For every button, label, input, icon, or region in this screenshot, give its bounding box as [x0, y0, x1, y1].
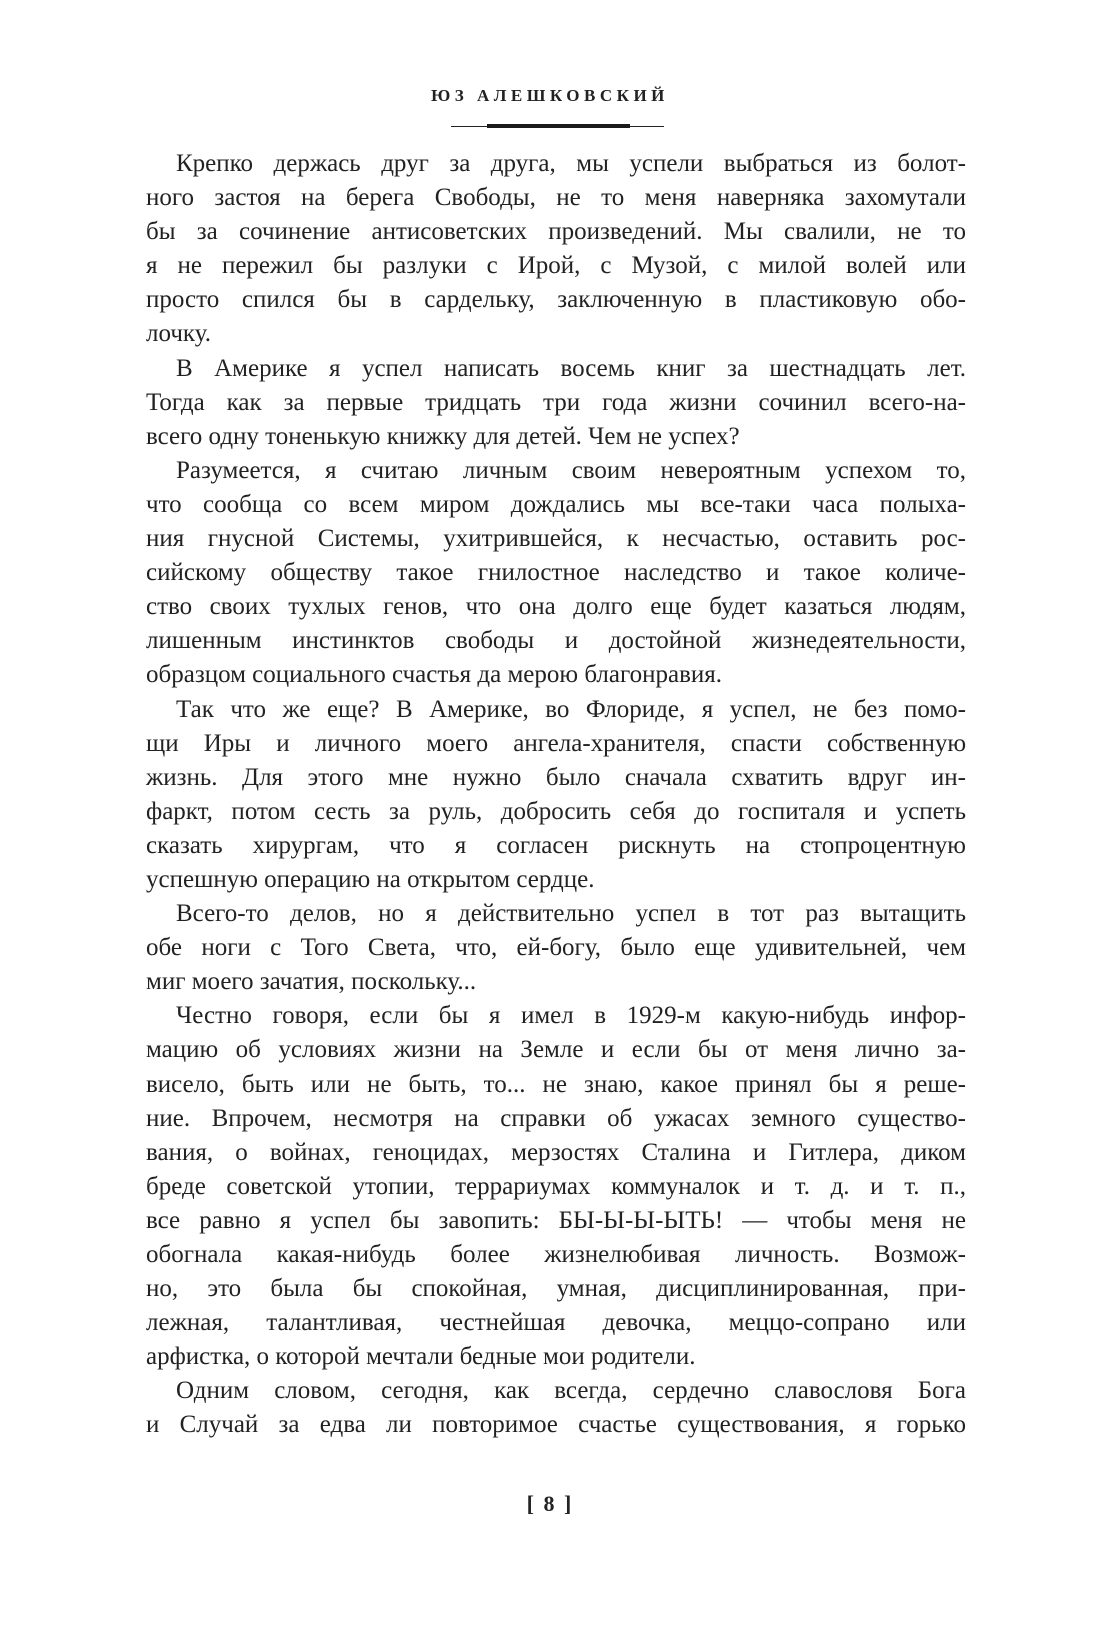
text-line: успешную операцию на открытом сердце. — [146, 865, 595, 893]
text-line: я не пережил бы разлуки с Ирой, с Музой, с милой волей или — [146, 252, 966, 280]
text-line: фаркт, потом сесть за руль, добросить себя до госпиталя и успеть — [146, 797, 966, 825]
text-line: но, это была бы спокойная, умная, дисциплинированная, при- — [146, 1275, 966, 1303]
text-line: ного застоя на берега Свободы, не то меня наверняка захомутали — [146, 184, 966, 212]
text-line: Всего-то делов, но я действительно успел в тот раз вытащить — [176, 900, 966, 928]
text-line: Честно говоря, если бы я имел в 1929-м какую-нибудь инфор- — [176, 1002, 966, 1030]
page-number: [ 8 ] — [526, 1491, 574, 1516]
text-line: миг моего зачатия, поскольку... — [146, 968, 477, 996]
text-line: бреде советской утопии, террариумах коммуналок и т. д. и т. п., — [146, 1172, 966, 1200]
running-head-author: ЮЗ АЛЕШКОВСКИЙ — [431, 86, 669, 105]
text-line: В Америке я успел написать восемь книг за шестнадцать лет. — [176, 354, 966, 382]
text-line: щи Иры и личного моего ангела-хранителя, спасти собственную — [146, 729, 966, 757]
text-line: Так что же еще? В Америке, во Флориде, я успел, не без помо- — [176, 695, 966, 723]
text-line: обе ноги с Того Света, что, ей-богу, было еще удивительней, чем — [146, 934, 966, 962]
text-line: бы за сочинение антисоветских произведений. Мы свалили, не то — [146, 218, 966, 246]
text-line: лежная, талантливая, честнейшая девочка, меццо-сопрано или — [146, 1309, 966, 1337]
text-line: Тогда как за первые тридцать три года жизни сочинил всего-на- — [146, 388, 966, 416]
text-line: вания, о войнах, геноцидах, мерзостях Сталина и Гитлера, диком — [146, 1138, 966, 1166]
text-line: сказать хирургам, что я согласен рискнуть на стопроцентную — [146, 831, 966, 859]
header-rule-thick — [487, 124, 630, 128]
text-line: ние. Впрочем, несмотря на справки об ужасах земного существо- — [146, 1104, 966, 1132]
text-line: что сообща со всем миром дождались мы все-таки часа полыха- — [146, 490, 966, 518]
text-line: лочку. — [146, 320, 211, 348]
text-line: лишенным инстинктов свободы и достойной жизнедеятельности, — [146, 627, 966, 655]
text-line: сийскому обществу такое гнилостное наследство и такое количе- — [146, 559, 966, 587]
text-line: мацию об условиях жизни на Земле и если бы от меня лично за- — [146, 1036, 966, 1064]
text-line: Разумеется, я считаю личным своим невероятным успехом то, — [176, 456, 966, 484]
text-line: ния гнусной Системы, ухитрившейся, к несчастью, оставить рос- — [146, 525, 966, 553]
text-line: Одним словом, сегодня, как всегда, сердечно славословя Бога — [176, 1377, 966, 1405]
text-line: висело, быть или не быть, то... не знаю, какое принял бы я реше- — [146, 1070, 966, 1098]
header-rule-divider — [451, 126, 664, 127]
text-line: арфистка, о которой мечтали бедные мои родители. — [146, 1343, 696, 1371]
text-line: обогнала какая-нибудь более жизнелюбивая личность. Возмож- — [146, 1241, 966, 1268]
text-line: все равно я успел бы завопить: БЫ-Ы-Ы-ЫТЬ! — чтобы меня не — [146, 1206, 966, 1234]
text-line: ство своих тухлых генов, что она долго еще будет казаться людям, — [146, 593, 966, 621]
text-line: жизнь. Для этого мне нужно было сначала схватить вдруг ин- — [146, 763, 966, 791]
text-line: образцом социального счастья да мерою благонравия. — [146, 661, 723, 689]
text-line: всего одну тоненькую книжку для детей. Чем не успех? — [146, 422, 740, 450]
body-text — [146, 147, 966, 1443]
text-line: Крепко держась друг за друга, мы успели выбраться из болот- — [176, 150, 966, 177]
text-line: и Случай за едва ли повторимое счастье существования, я горько — [146, 1411, 966, 1439]
text-line: просто спился бы в сардельку, заключенную в пластиковую обо- — [146, 286, 966, 314]
